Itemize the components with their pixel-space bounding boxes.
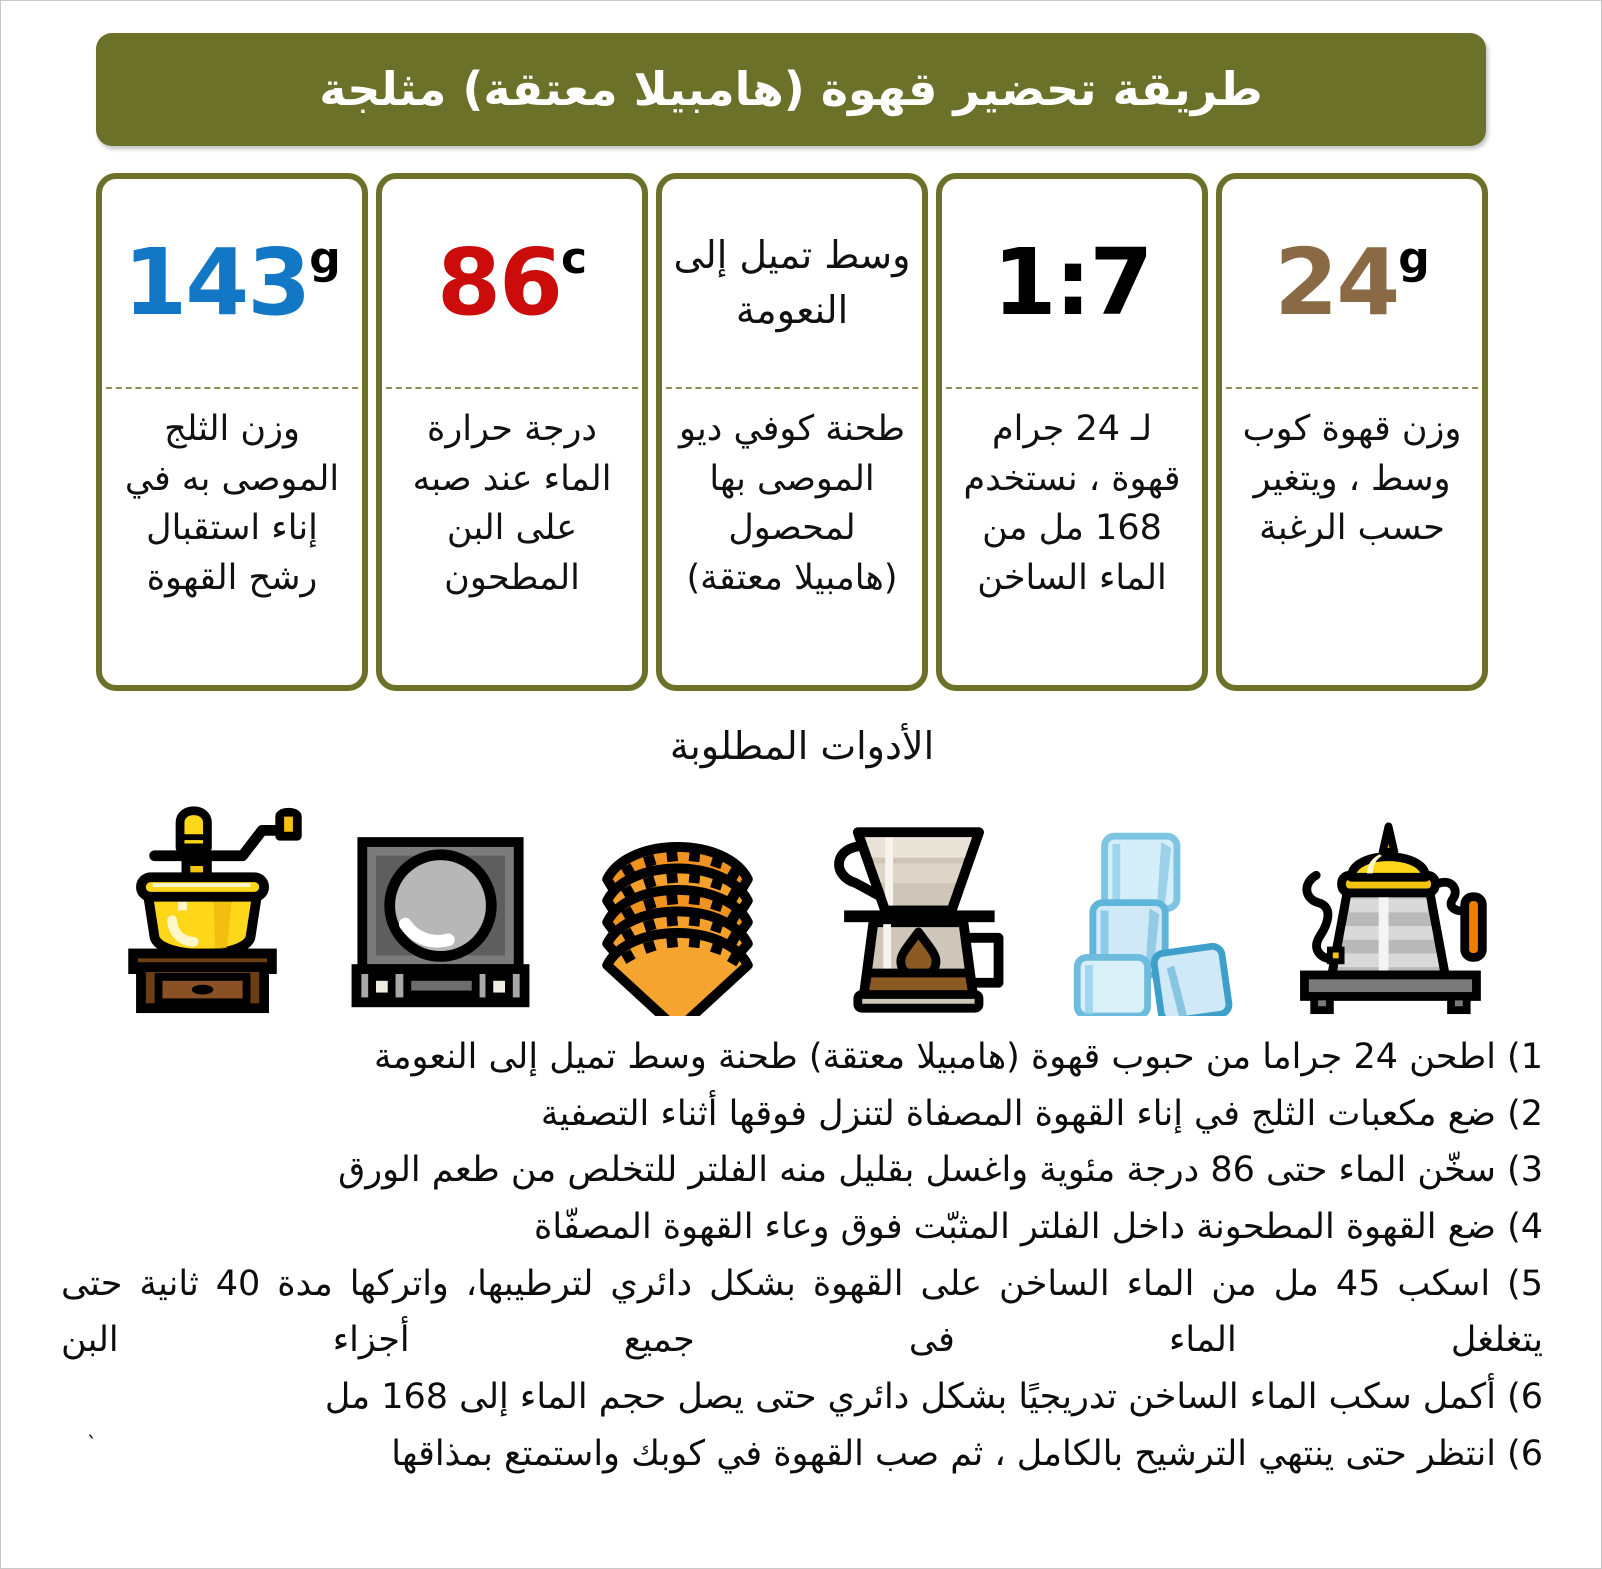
water-temperature-caption: درجة حرارة الماء عند صبه على البن المطحون <box>412 409 612 599</box>
step-item-2: 2) ضع مكعبات الثلج في إناء القهوة المصفاة لتنزل فوقها أثناء التصفية <box>540 1093 1543 1134</box>
stat-card-value-area <box>662 179 922 387</box>
tools-section-heading: الأدوات المطلوبة <box>669 724 935 768</box>
coffee-dose-value: 24 <box>1274 229 1399 336</box>
coffee-grinder-icon <box>96 801 311 1016</box>
gooseneck-kettle-icon <box>1281 801 1496 1016</box>
stat-card-value-area <box>102 179 362 387</box>
stat-card-caption-area <box>942 389 1202 685</box>
page-title: طريقة تحضير قهوة (هامبيلا معتقة) مثلجة <box>319 62 1263 117</box>
grind-size-value: وسط تميل إلى النعومة <box>673 232 911 332</box>
brew-ratio-caption: لـ 24 جرام قهوة ، نستخدم 168 مل من الماء الساخن <box>963 409 1181 599</box>
step-item-4: 4) ضع القهوة المطحونة داخل الفلتر المثبّت فوق وعاء القهوة المصفّاة <box>533 1207 1543 1248</box>
paper-filters-icon <box>570 801 785 1016</box>
grind-size-caption: طحنة كوفي ديو الموصى بها لمحصول (هامبيلا معتقة) <box>678 409 906 599</box>
step-item-6: 6) أكمل سكب الماء الساخن تدريجيًا بشكل دائري حتى يصل حجم الماء إلى 168 مل <box>324 1377 1543 1418</box>
ice-cubes-icon <box>1044 801 1259 1016</box>
stat-card-value-area <box>942 179 1202 387</box>
digital-scale-icon <box>333 801 548 1016</box>
steps-list <box>61 1029 1543 1483</box>
ice-weight-caption: وزن الثلج الموصى به في إناء استقبال رشح القهوة <box>124 409 340 599</box>
step-item-3: 3) سخّن الماء حتى 86 درجة مئوية واغسل بقليل منه الفلتر للتخلص من طعم الورق <box>338 1150 1543 1191</box>
coffee-dose-caption: وزن قهوة كوب وسط ، ويتغير حسب الرغبة <box>1242 409 1462 549</box>
water-temperature-value: 86 <box>436 229 561 336</box>
stat-card-value-area <box>1222 179 1482 387</box>
stat-card-brew-ratio <box>936 173 1208 691</box>
stat-card-ice-weight <box>96 173 368 691</box>
stat-card-caption-area <box>102 389 362 685</box>
step-item-5: 5) اسكب 45 مل من الماء الساخن على القهوة بشكل دائري لترطيبها، واتركها مدة 40 ثانية حتى يتغلغل الماء فى جميع أجزاء البن <box>61 1263 1543 1361</box>
stat-card-caption-area <box>382 389 642 685</box>
step-item-7: 6) انتظر حتى ينتهي الترشيح بالكامل ، ثم صب القهوة في كوبك واستمتع بمذاقها <box>391 1433 1543 1474</box>
pour-over-dripper-icon <box>807 801 1022 1016</box>
stat-card-water-temperature <box>376 173 648 691</box>
stat-cards-row <box>96 173 1488 691</box>
stat-card-coffee-dose <box>1216 173 1488 691</box>
water-temperature-unit: c <box>560 233 588 284</box>
ice-weight-value: 143 <box>123 229 310 336</box>
stat-card-grind-size <box>656 173 928 691</box>
header-banner <box>96 33 1486 146</box>
step-item-1: 1) اطحن 24 جراما من حبوب قهوة (هامبيلا معتقة) طحنة وسط تميل إلى النعومة <box>373 1037 1543 1077</box>
ice-weight-unit: g <box>309 233 341 284</box>
coffee-dose-unit: g <box>1398 233 1430 284</box>
tools-icons-row <box>96 791 1496 1016</box>
stat-card-value-area <box>382 179 642 387</box>
stat-card-caption-area <box>1222 389 1482 685</box>
brew-ratio-value: 1:7 <box>992 229 1152 336</box>
stat-card-caption-area <box>662 389 922 685</box>
stray-mark: ` <box>87 1432 97 1456</box>
